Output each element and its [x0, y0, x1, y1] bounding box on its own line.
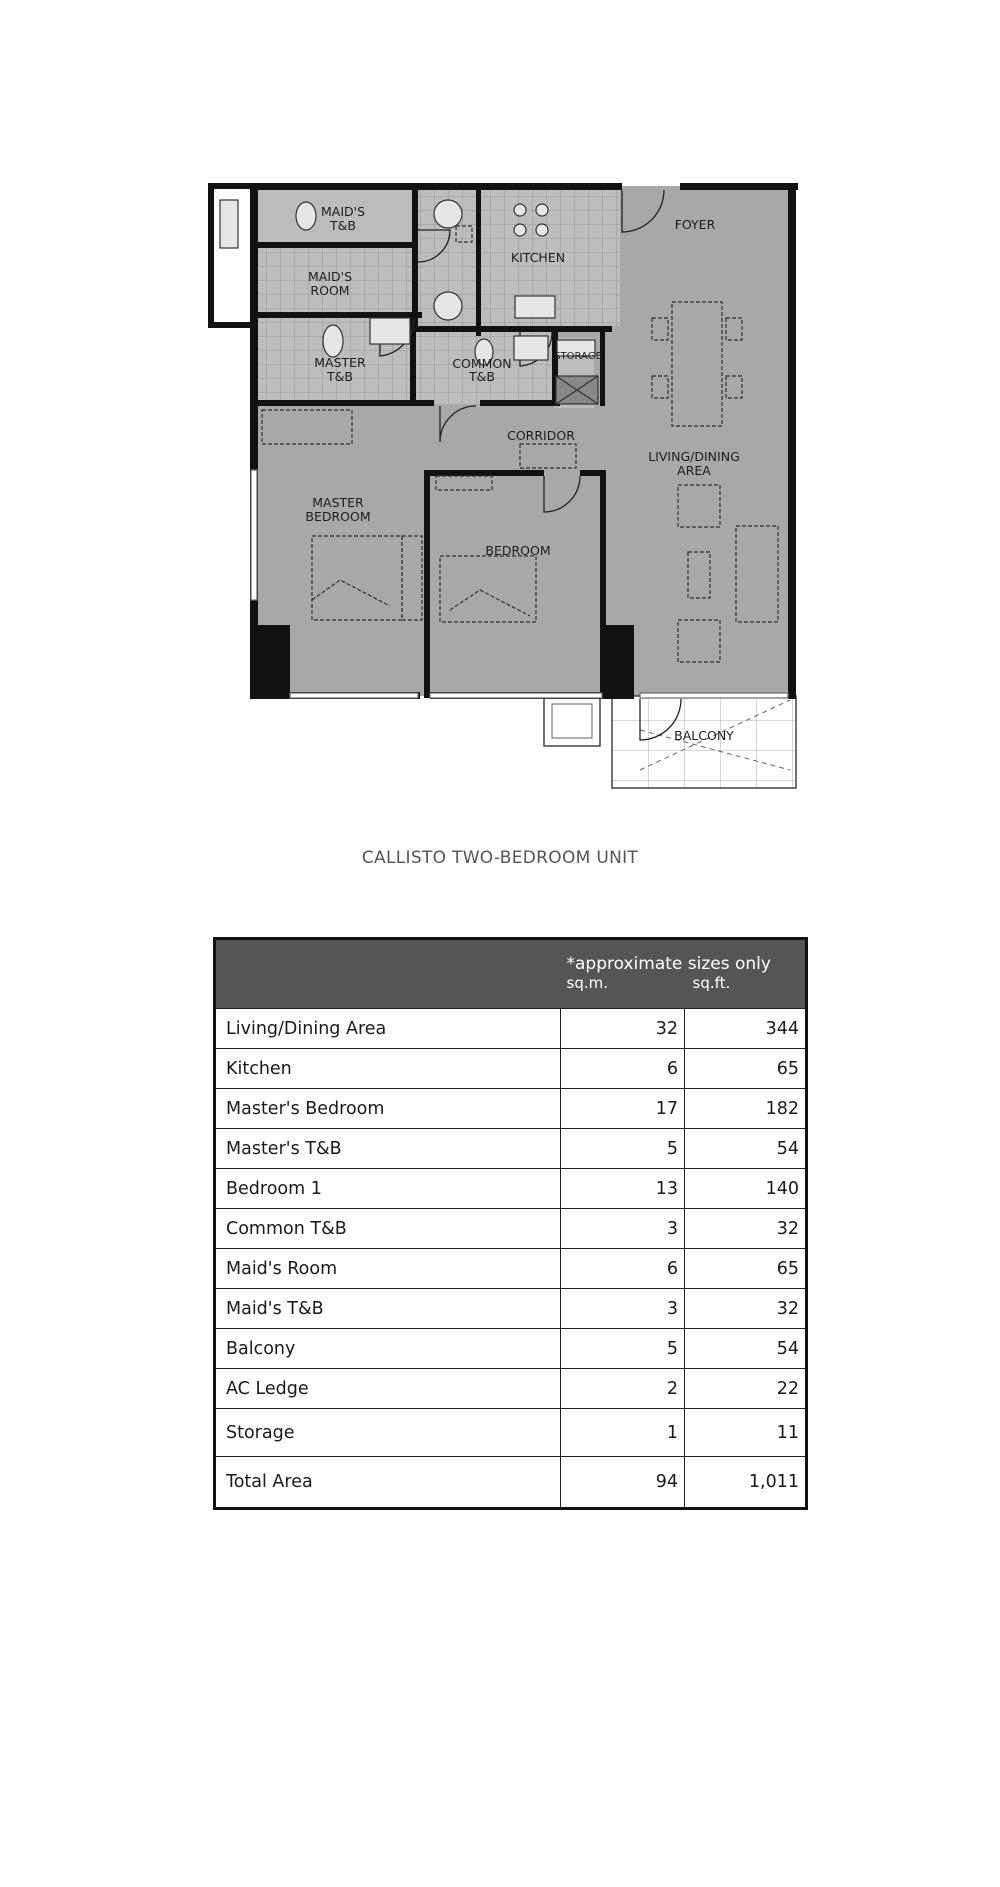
row-sqm: 94 — [561, 1457, 685, 1509]
row-sqft: 344 — [685, 1009, 807, 1049]
label-common-tb-2: T&B — [469, 369, 495, 384]
row-name: Storage — [215, 1409, 561, 1457]
table-row — [215, 1249, 807, 1289]
row-name: Master's Bedroom — [215, 1089, 561, 1129]
table-row-total — [215, 1457, 807, 1509]
label-bedroom: BEDROOM — [485, 543, 551, 558]
label-master-tb-2: T&B — [327, 369, 353, 384]
row-sqft: 11 — [685, 1409, 807, 1457]
row-sqft: 182 — [685, 1089, 807, 1129]
row-name: Total Area — [215, 1457, 561, 1509]
table-row — [215, 1289, 807, 1329]
label-maids-room-2: ROOM — [310, 283, 350, 298]
row-sqft: 32 — [685, 1289, 807, 1329]
label-living-1: LIVING/DINING — [648, 449, 740, 464]
table-row — [215, 1409, 807, 1457]
table-row — [215, 1049, 807, 1089]
table-row — [215, 1089, 807, 1129]
floor-plan — [0, 0, 1000, 800]
row-sqft: 54 — [685, 1329, 807, 1369]
plan-caption: CALLISTO TWO-BEDROOM UNIT — [361, 848, 639, 868]
table-row — [215, 1329, 807, 1369]
row-sqm: 1 — [561, 1409, 685, 1457]
label-maids-tb-1: MAID'S — [320, 204, 366, 219]
row-sqft: 1,011 — [685, 1457, 807, 1509]
row-sqft: 22 — [685, 1369, 807, 1409]
table-row — [215, 1369, 807, 1409]
label-master-bedroom-2: BEDROOM — [305, 509, 371, 524]
row-sqft: 54 — [685, 1129, 807, 1169]
table-row — [215, 1009, 807, 1049]
row-sqm: 3 — [561, 1209, 685, 1249]
row-name: Common T&B — [215, 1209, 561, 1249]
row-name: Bedroom 1 — [215, 1169, 561, 1209]
label-maids-room-1: MAID'S — [307, 269, 353, 284]
row-sqm: 13 — [561, 1169, 685, 1209]
row-sqft: 65 — [685, 1049, 807, 1089]
row-name: Maid's T&B — [215, 1289, 561, 1329]
label-master-tb-1: MASTER — [314, 355, 366, 370]
row-sqm: 5 — [561, 1129, 685, 1169]
label-foyer: FOYER — [674, 217, 716, 232]
label-storage: STORAGE — [554, 351, 602, 362]
approx-note: *approximate sizes only — [561, 939, 807, 975]
row-sqft: 32 — [685, 1209, 807, 1249]
row-sqm: 2 — [561, 1369, 685, 1409]
row-sqm: 32 — [561, 1009, 685, 1049]
label-kitchen: KITCHEN — [510, 250, 566, 265]
row-sqm: 6 — [561, 1249, 685, 1289]
area-table-header — [215, 939, 807, 1009]
row-sqm: 17 — [561, 1089, 685, 1129]
row-name: Balcony — [215, 1329, 561, 1369]
label-maids-tb-2: T&B — [330, 218, 356, 233]
row-name: Kitchen — [215, 1049, 561, 1089]
row-name: Maid's Room — [215, 1249, 561, 1289]
balcony-area — [544, 696, 796, 788]
row-name: Living/Dining Area — [215, 1009, 561, 1049]
row-sqm: 6 — [561, 1049, 685, 1089]
label-corridor: CORRIDOR — [507, 428, 575, 443]
table-row — [215, 1209, 807, 1249]
row-sqm: 5 — [561, 1329, 685, 1369]
label-master-bedroom-1: MASTER — [312, 495, 364, 510]
table-row — [215, 1169, 807, 1209]
col-header-sqft: sq.ft. — [685, 974, 807, 1009]
col-header-sqm: sq.m. — [561, 974, 685, 1009]
area-table — [213, 937, 808, 1510]
row-name: Master's T&B — [215, 1129, 561, 1169]
area-table-body — [215, 1009, 807, 1509]
floor-area — [213, 186, 794, 696]
row-name: AC Ledge — [215, 1369, 561, 1409]
row-sqm: 3 — [561, 1289, 685, 1329]
label-common-tb-1: COMMON — [452, 356, 512, 371]
row-sqft: 65 — [685, 1249, 807, 1289]
label-living-2: AREA — [677, 463, 711, 478]
row-sqft: 140 — [685, 1169, 807, 1209]
table-row — [215, 1129, 807, 1169]
label-balcony: BALCONY — [674, 728, 734, 743]
